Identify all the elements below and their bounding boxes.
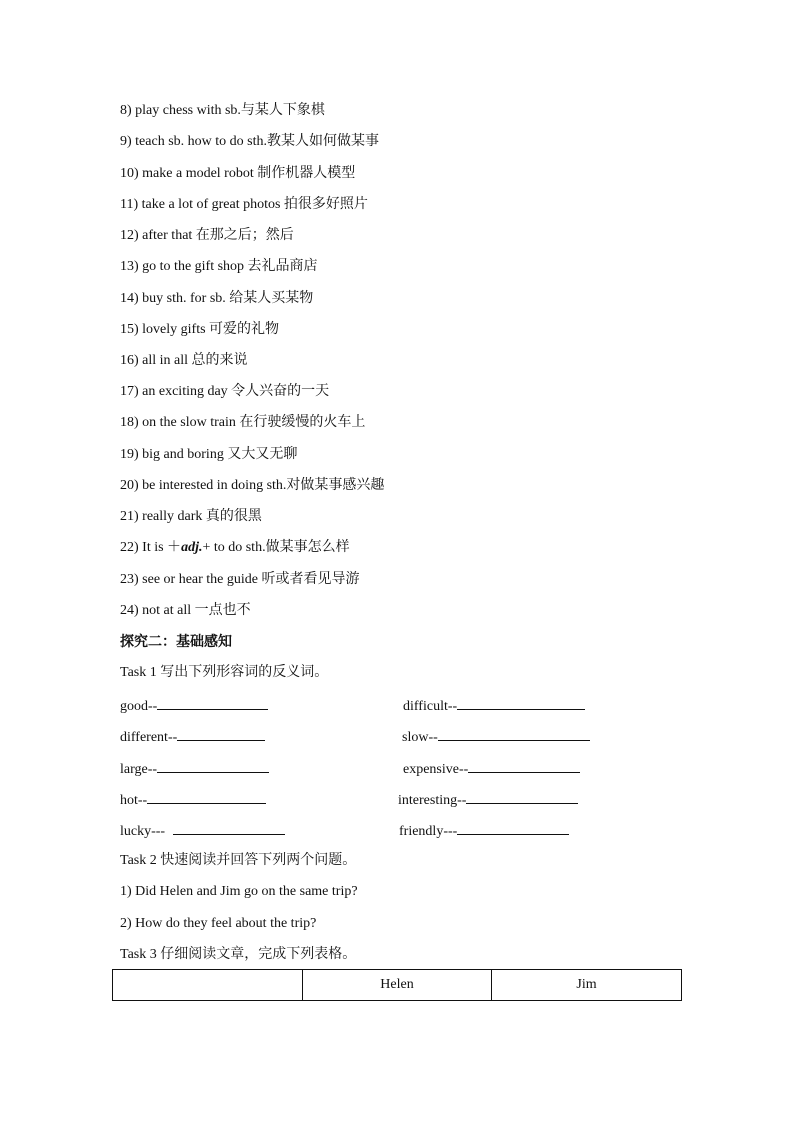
antonym-right: [402, 726, 590, 748]
antonym-word: large--: [120, 762, 158, 777]
antonym-right: [399, 820, 569, 842]
antonym-left: [120, 695, 268, 717]
question-item: 1) Did Helen and Jim go on the same trip?: [120, 884, 358, 899]
answer-blank[interactable]: [457, 820, 569, 835]
answer-blank[interactable]: [466, 789, 578, 804]
phrase-item: 19) big and boring 又大又无聊: [120, 447, 298, 462]
antonym-word: different--: [120, 730, 178, 745]
antonym-left: [120, 820, 285, 842]
table-header-cell: [113, 970, 303, 1001]
task3-title: Task 3 仔细阅读文章，完成下列表格。: [120, 947, 357, 962]
antonym-word: friendly---: [399, 824, 458, 839]
comparison-table: [112, 969, 682, 1001]
phrase-item: 11) take a lot of great photos 拍很多好照片: [120, 197, 368, 212]
answer-blank[interactable]: [147, 789, 266, 804]
phrase-item: 10) make a model robot 制作机器人模型: [120, 166, 356, 181]
antonym-word: interesting--: [398, 793, 467, 808]
phrase-item: 9) teach sb. how to do sth.教某人如何做某事: [120, 134, 379, 149]
phrase-item: 12) after that 在那之后；然后: [120, 228, 294, 243]
phrase-item: 24) not at all 一点也不: [120, 603, 251, 618]
phrase-item: 15) lovely gifts 可爱的礼物: [120, 322, 280, 337]
table-header-cell: Jim: [492, 970, 682, 1001]
antonym-word: good--: [120, 699, 158, 714]
answer-blank[interactable]: [438, 726, 590, 741]
answer-blank[interactable]: [157, 695, 268, 710]
phrase22-adj: adj.: [181, 540, 203, 555]
answer-blank[interactable]: [173, 820, 285, 835]
antonym-left: [120, 758, 269, 780]
answer-blank[interactable]: [468, 758, 580, 773]
phrase-item: 16) all in all 总的来说: [120, 353, 248, 368]
phrase-item: 21) really dark 真的很黑: [120, 509, 262, 524]
phrase-item: 23) see or hear the guide 听或者看见导游: [120, 572, 360, 587]
phrase-item: 13) go to the gift shop 去礼品商店: [120, 259, 318, 274]
answer-blank[interactable]: [177, 726, 265, 741]
phrase-item: 20) be interested in doing sth.对做某事感兴趣: [120, 478, 385, 493]
antonym-left: [120, 789, 266, 811]
antonym-word: slow--: [402, 730, 438, 745]
antonym-word: hot--: [120, 793, 148, 808]
phrase22-pre: 22) It is ＋: [120, 540, 182, 555]
phrase-item-22: [120, 538, 350, 558]
antonym-word: expensive--: [403, 762, 469, 777]
phrase22-post: + to do sth.做某事怎么样: [202, 540, 350, 555]
antonym-right: [403, 758, 580, 780]
answer-blank[interactable]: [457, 695, 585, 710]
question-item: 2) How do they feel about the trip?: [120, 916, 317, 931]
table-header-row: [113, 970, 682, 1001]
answer-blank[interactable]: [157, 758, 269, 773]
antonym-word: lucky---: [120, 824, 166, 839]
phrase-item: 17) an exciting day 令人兴奋的一天: [120, 384, 330, 399]
task1-title: Task 1 写出下列形容词的反义词。: [120, 665, 329, 680]
antonym-left: [120, 726, 265, 748]
table-header-cell: Helen: [303, 970, 492, 1001]
task2-title: Task 2 快速阅读并回答下列两个问题。: [120, 853, 357, 868]
phrase-item: 18) on the slow train 在行驶缓慢的火车上: [120, 415, 366, 430]
antonym-right: [398, 789, 578, 811]
phrase-item: 14) buy sth. for sb. 给某人买某物: [120, 291, 314, 306]
antonym-word: difficult--: [403, 699, 458, 714]
antonym-right: [403, 695, 585, 717]
phrase-item: 8) play chess with sb.与某人下象棋: [120, 103, 325, 118]
section-heading: 探究二：基础感知: [120, 634, 232, 650]
